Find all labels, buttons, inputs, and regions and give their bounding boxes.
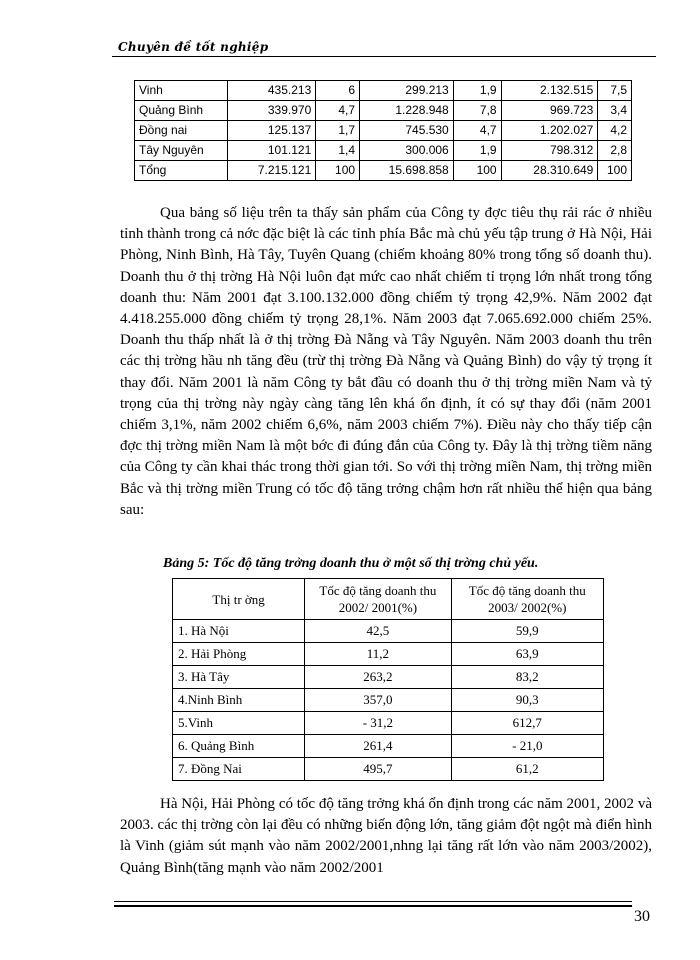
growth-rate-cell: 61,2 <box>451 758 603 781</box>
document-header-title: Chuyên đề tốt nghiệp <box>118 40 269 54</box>
growth-rate-cell: 63,9 <box>451 643 603 666</box>
table-row <box>173 689 604 712</box>
value-cell: 2,8 <box>598 141 632 161</box>
growth-rate-cell: - 31,2 <box>305 712 451 735</box>
value-cell: 7,5 <box>598 81 632 101</box>
table-row <box>173 643 604 666</box>
column-header: Tốc độ tăng doanh thu 2003/ 2002(%) <box>451 579 603 620</box>
table-header-row <box>173 579 604 620</box>
value-cell: 6 <box>316 81 360 101</box>
page-number: 30 <box>634 908 650 925</box>
value-cell: 7.215.121 <box>227 161 316 181</box>
growth-rate-cell: 90,3 <box>451 689 603 712</box>
value-cell: 300.006 <box>360 141 454 161</box>
value-cell: 299.213 <box>360 81 454 101</box>
market-name-cell: 2. Hải Phòng <box>173 643 305 666</box>
footer-rule-thick <box>114 905 632 907</box>
table-row <box>173 758 604 781</box>
market-name-cell: 1. Hà Nội <box>173 620 305 643</box>
market-name-cell: 7. Đồng Nai <box>173 758 305 781</box>
revenue-by-region-table <box>134 80 632 181</box>
footer-rule-thin <box>114 901 632 902</box>
value-cell: 1,7 <box>316 121 360 141</box>
value-cell: 435.213 <box>227 81 316 101</box>
region-name-cell: Quảng Bình <box>135 101 228 121</box>
growth-rate-cell: 612,7 <box>451 712 603 735</box>
region-name-cell: Tây Nguyên <box>135 141 228 161</box>
value-cell: 339.970 <box>227 101 316 121</box>
region-name-cell: Tổng <box>135 161 228 181</box>
table-row <box>173 666 604 689</box>
value-cell: 15.698.858 <box>360 161 454 181</box>
table-5-caption: Bảng 5: Tốc độ tăng trởng doanh thu ở một số thị trờng chủ yếu. <box>163 556 539 571</box>
value-cell: 28.310.649 <box>501 161 598 181</box>
market-name-cell: 6. Quảng Bình <box>173 735 305 758</box>
growth-rate-cell: 495,7 <box>305 758 451 781</box>
value-cell: 7,8 <box>453 101 501 121</box>
growth-rate-cell: 263,2 <box>305 666 451 689</box>
value-cell: 2.132.515 <box>501 81 598 101</box>
region-name-cell: Đồng nai <box>135 121 228 141</box>
value-cell: 101.121 <box>227 141 316 161</box>
value-cell: 125.137 <box>227 121 316 141</box>
conclusion-paragraph-text: Hà Nội, Hải Phòng có tốc độ tăng trởng khá ổn định trong các năm 2001, 2002 và 2003. các thị trờng còn lại đều có những biến động lớn, tăng giảm đột ngột mà điển hình là Vinh (giảm sút mạnh vào năm 2002/2001,nhng lại tăng rất lớn vào năm 2003/2002), Quảng Bình(tăng mạnh vào năm 2002/2001 <box>120 796 652 876</box>
value-cell: 1,9 <box>453 81 501 101</box>
value-cell: 969.723 <box>501 101 598 121</box>
market-name-cell: 3. Hà Tây <box>173 666 305 689</box>
column-header: Tốc độ tăng doanh thu 2002/ 2001(%) <box>305 579 451 620</box>
table-row <box>135 101 632 121</box>
table-row <box>135 81 632 101</box>
value-cell: 4,7 <box>316 101 360 121</box>
market-name-cell: 4.Ninh Bình <box>173 689 305 712</box>
value-cell: 4,7 <box>453 121 501 141</box>
table-row <box>173 735 604 758</box>
growth-rate-cell: 83,2 <box>451 666 603 689</box>
growth-rate-table <box>172 578 604 781</box>
table-row <box>135 161 632 181</box>
value-cell: 1,4 <box>316 141 360 161</box>
analysis-paragraph <box>120 203 652 521</box>
table-row <box>135 121 632 141</box>
value-cell: 745.530 <box>360 121 454 141</box>
value-cell: 798.312 <box>501 141 598 161</box>
growth-rate-cell: 59,9 <box>451 620 603 643</box>
header-rule <box>112 56 656 57</box>
table-row <box>173 620 604 643</box>
growth-rate-cell: 261,4 <box>305 735 451 758</box>
value-cell: 1.228.948 <box>360 101 454 121</box>
column-header: Thị tr ờng <box>173 579 305 620</box>
value-cell: 100 <box>316 161 360 181</box>
region-name-cell: Vinh <box>135 81 228 101</box>
value-cell: 1,9 <box>453 141 501 161</box>
value-cell: 100 <box>598 161 632 181</box>
conclusion-paragraph <box>120 794 652 879</box>
value-cell: 1.202.027 <box>501 121 598 141</box>
value-cell: 4,2 <box>598 121 632 141</box>
table-row <box>135 141 632 161</box>
table-row <box>173 712 604 735</box>
growth-rate-cell: - 21,0 <box>451 735 603 758</box>
growth-rate-cell: 11,2 <box>305 643 451 666</box>
growth-rate-cell: 357,0 <box>305 689 451 712</box>
analysis-paragraph-text: Qua bảng số liệu trên ta thấy sản phẩm của Công ty đợc tiêu thụ rải rác ở nhiều tỉnh thành trong cả nớc đặc biệt là các tỉnh phía Bắc mà chủ yếu tập trung ở Hà Nội, Hải Phòng, Ninh Bình, Hà Tây, Tuyên Quang (chiếm khoảng 80% trong tổng số doanh thu). Doanh thu ở thị trờng Hà Nội luôn đạt mức cao nhất chiếm tỉ trọng lớn nhất trong tổng doanh thu: Năm 2001 đạt 3.100.132.000 đồng chiếm tỷ trọng 42,9%. Năm 2002 đạt 4.418.255.000 đồng chiếm tỷ trọng 28,1%. Năm 2003 đạt 7.065.692.000 chiếm 25%. Doanh thu thấp nhất là ở thị trờng Đà Nẵng và Tây Nguyên. Năm 2003 doanh thu trên các thị trờng hầu nh tăng đều (trừ thị trờng Đà Nẵng và Quảng Bình) do vậy tỷ trọng ít thay đổi. Năm 2001 là năm Công ty bắt đầu có doanh thu ở thị trờng miền Nam và tỷ trọng của thị trờng này ngày càng tăng lên khá ổn định, ít có sự thay đổi (năm 2001 chiếm 3,1%, năm 2002 chiếm 6,6%, năm 2003 chiếm 7%). Điều này cho thấy tiếp cận đợc thị trờng miền Nam là một bớc đi đúng đắn của Công ty. Đây là thị trờng tiềm năng của Công ty cần khai thác trong thời gian tới. So với thị trờng miền Nam, thị trờng miền Bắc và thị trờng miền Trung có tốc độ tăng trởng chậm hơn rất nhiều thể hiện qua bảng sau: <box>120 205 652 518</box>
growth-rate-cell: 42,5 <box>305 620 451 643</box>
value-cell: 100 <box>453 161 501 181</box>
value-cell: 3,4 <box>598 101 632 121</box>
market-name-cell: 5.Vinh <box>173 712 305 735</box>
